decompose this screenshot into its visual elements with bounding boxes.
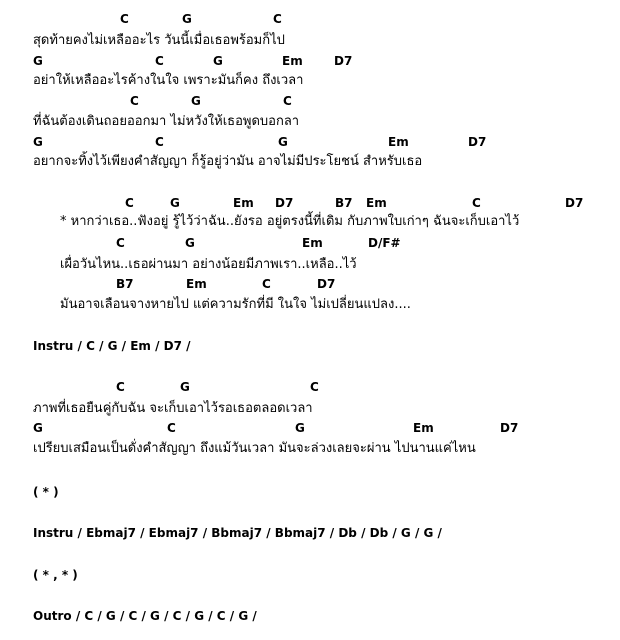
- chord: D7: [317, 277, 336, 291]
- repeat-marker: ( * ): [33, 485, 59, 499]
- chord: C: [273, 12, 282, 26]
- chord: G: [180, 380, 190, 394]
- chord: Em: [282, 54, 303, 68]
- instrumental-line: Instru / Ebmaj7 / Ebmaj7 / Bbmaj7 / Bbmaj7 / Db / Db / G / G /: [33, 526, 442, 540]
- chord: D7: [334, 54, 353, 68]
- chord: C: [116, 236, 125, 250]
- lyric-line: เปรียบเสมือนเป็นดั่งคำสัญญา ถึงแม้วันเวลา มันจะล่วงเลยจะผ่าน ไปนานแค่ไหน: [33, 441, 476, 456]
- chord: G: [191, 94, 201, 108]
- chord: C: [283, 94, 292, 108]
- chord: G: [170, 196, 180, 210]
- chord: G: [33, 54, 43, 68]
- outro-line: Outro / C / G / C / G / C / G / C / G /: [33, 609, 257, 623]
- lyric-line: มันอาจเลือนจางหายไป แต่ความรักที่มี ในใจ ไม่เปลี่ยนแปลง....: [60, 297, 411, 312]
- chord: G: [278, 135, 288, 149]
- chord: C: [130, 94, 139, 108]
- chord: G: [33, 421, 43, 435]
- chord: C: [167, 421, 176, 435]
- chord: C: [120, 12, 129, 26]
- chord: G: [182, 12, 192, 26]
- chord: C: [310, 380, 319, 394]
- chord: Em: [233, 196, 254, 210]
- chord: C: [472, 196, 481, 210]
- lyric-line: ภาพที่เธอยืนคู่กับฉัน จะเก็บเอาไว้รอเธอตลอดเวลา: [33, 401, 313, 416]
- chord: D7: [275, 196, 294, 210]
- chord: G: [33, 135, 43, 149]
- lyric-line: อย่าให้เหลืออะไรค้างในใจ เพราะมันก็คง ถึงเวลา: [33, 73, 304, 88]
- repeat-marker: ( * , * ): [33, 568, 78, 582]
- chord: Em: [388, 135, 409, 149]
- lyric-line: * หากว่าเธอ..ฟังอยู่ รู้ไว้ว่าฉัน..ยังรอ อยู่ตรงนี้ที่เดิม กับภาพใบเก่าๆ ฉันจะเก็บเอาไว้: [60, 214, 520, 229]
- chord: Em: [186, 277, 207, 291]
- lyric-line: เผื่อวันไหน..เธอผ่านมา อย่างน้อยมีภาพเรา..เหลือ..ไว้: [60, 257, 357, 272]
- chord: Em: [366, 196, 387, 210]
- chord: C: [262, 277, 271, 291]
- chord: Em: [302, 236, 323, 250]
- instrumental-line: Instru / C / G / Em / D7 /: [33, 339, 191, 353]
- chord: C: [155, 54, 164, 68]
- chord: Em: [413, 421, 434, 435]
- chord: D7: [468, 135, 487, 149]
- chord: B7: [335, 196, 353, 210]
- chord: G: [213, 54, 223, 68]
- chord: C: [125, 196, 134, 210]
- chord: G: [185, 236, 195, 250]
- lyric-line: ที่ฉันต้องเดินถอยออกมา ไม่หวังให้เธอพูดบอกลา: [33, 114, 300, 129]
- chord: C: [155, 135, 164, 149]
- chord: B7: [116, 277, 134, 291]
- chord: D7: [565, 196, 584, 210]
- chord: D/F#: [368, 236, 401, 250]
- chord: D7: [500, 421, 519, 435]
- lyric-line: อยากจะทิ้งไว้เพียงคำสัญญา ก็รู้อยู่ว่ามัน อาจไม่มีประโยชน์ สำหรับเธอ: [33, 154, 423, 169]
- chord: C: [116, 380, 125, 394]
- chord: G: [295, 421, 305, 435]
- lyric-line: สุดท้ายคงไม่เหลืออะไร วันนี้เมื่อเธอพร้อมก็ไป: [33, 33, 285, 48]
